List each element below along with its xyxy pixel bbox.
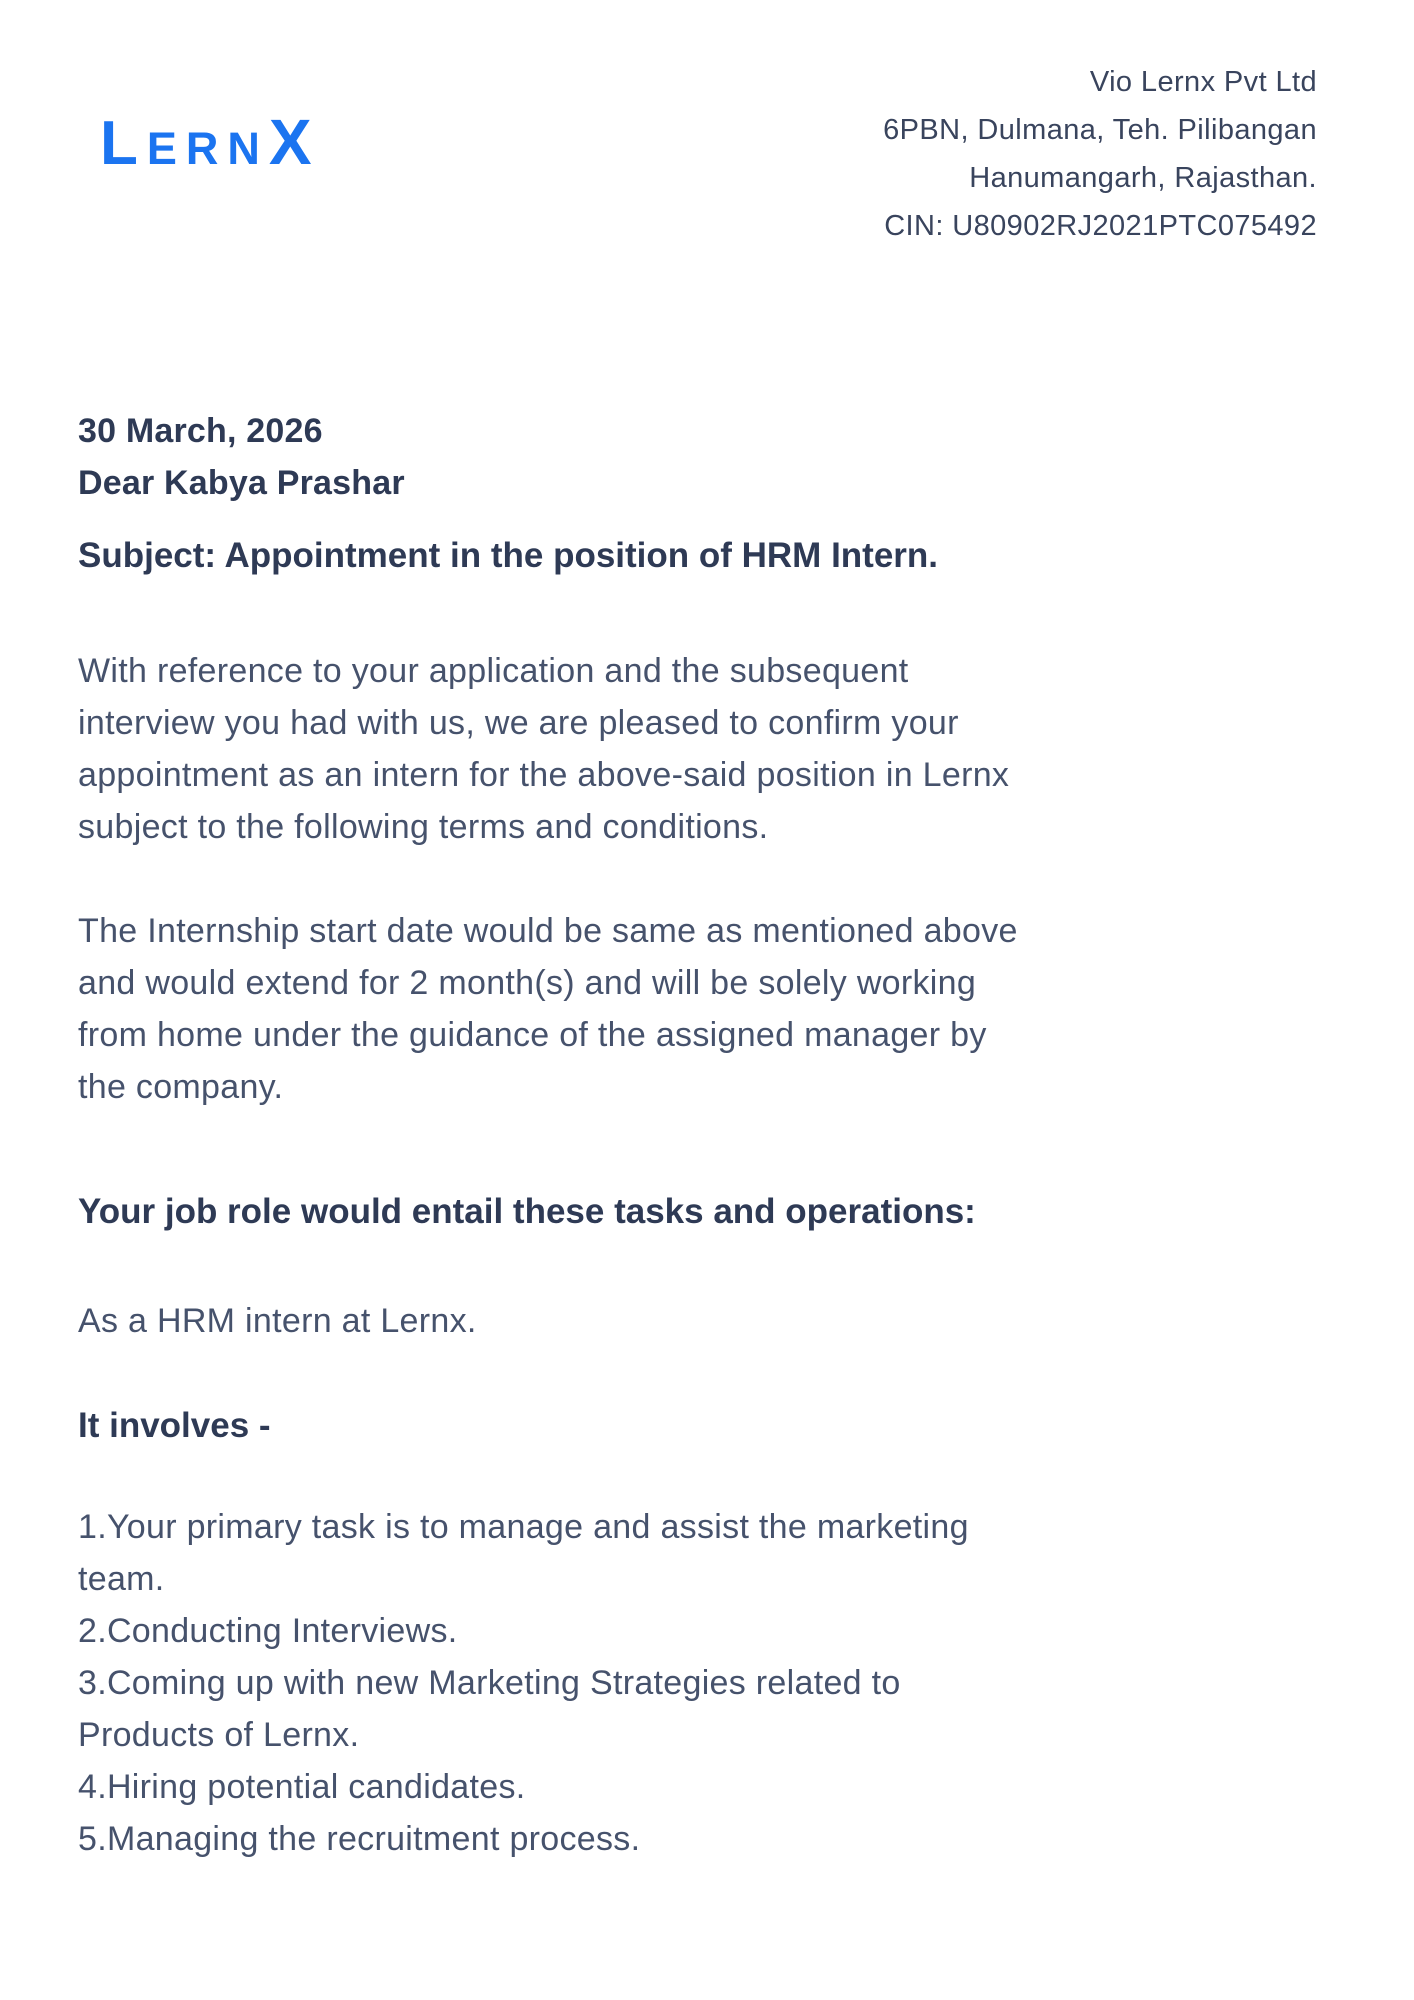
paragraph-intro (78, 645, 1294, 853)
letterhead (0, 0, 1414, 250)
paragraph-internship-terms (78, 905, 1294, 1113)
address-line: 6PBN, Dulmana, Teh. Pilibangan (883, 114, 1317, 146)
role-summary: As a HRM intern at Lernx. (78, 1302, 477, 1340)
lernx-logo (100, 106, 312, 178)
task-line: 4.Hiring potential candidates. (78, 1768, 526, 1806)
paragraph-internship-line: and would extend for 2 month(s) and will be solely working (78, 964, 977, 1002)
cin-line: CIN: U80902RJ2021PTC075492 (884, 210, 1317, 242)
paragraph-intro-line: appointment as an intern for the above-said position in Lernx (78, 756, 1010, 794)
paragraph-internship-line: the company. (78, 1068, 284, 1106)
logo-letters-middle: ERN (146, 123, 269, 174)
task-line: 5.Managing the recruitment process. (78, 1820, 641, 1858)
date-greeting-block (78, 405, 1294, 509)
company-name-line: Vio Lernx Pvt Ltd (1089, 66, 1317, 98)
letter-subject: Subject: Appointment in the position of HRM Intern. (78, 536, 939, 575)
company-address-block (883, 58, 1317, 250)
paragraph-internship-line: from home under the guidance of the assigned manager by (78, 1016, 987, 1054)
task-line: 1.Your primary task is to manage and assist the marketing (78, 1508, 969, 1546)
letter-date: 30 March, 2026 (78, 412, 323, 450)
paragraph-internship-line: The Internship start date would be same as mentioned above (78, 912, 1018, 950)
address-line: Hanumangarh, Rajasthan. (969, 162, 1317, 194)
task-line: team. (78, 1560, 165, 1598)
paragraph-intro-line: With reference to your application and the subsequent (78, 652, 909, 690)
task-line: Products of Lernx. (78, 1716, 360, 1754)
task-list (78, 1501, 1294, 1865)
paragraph-intro-line: subject to the following terms and conditions. (78, 808, 769, 846)
task-line: 3.Coming up with new Marketing Strategies related to (78, 1664, 901, 1702)
letter-greeting: Dear Kabya Prashar (78, 464, 405, 502)
job-role-heading: Your job role would entail these tasks and operations: (78, 1192, 976, 1231)
logo-letter-last: X (268, 106, 312, 178)
involves-heading: It involves - (78, 1406, 271, 1445)
paragraph-intro-line: interview you had with us, we are pleased to confirm your (78, 704, 959, 742)
logo-letter-first: L (100, 109, 147, 178)
task-line: 2.Conducting Interviews. (78, 1612, 458, 1650)
letter-body (0, 405, 1414, 1865)
